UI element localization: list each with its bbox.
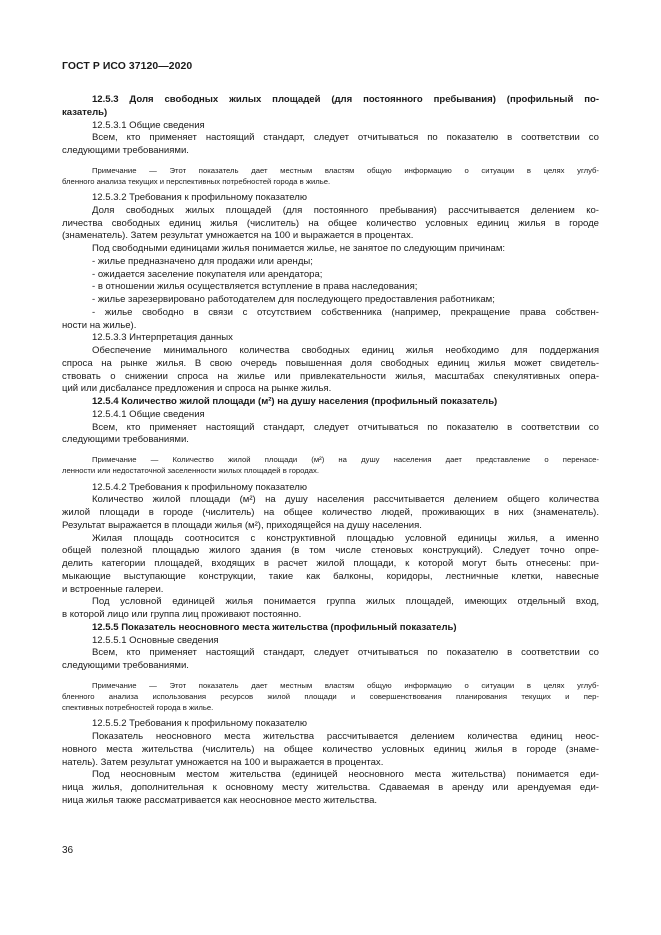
paragraph-line: (знаменатель). Затем результат умножается на 100 и выражается в процентах. bbox=[62, 230, 414, 242]
list-item: - жилье свободно в связи с отсутствием собственника (например, прекращение права собствен- bbox=[92, 306, 599, 318]
paragraph-line: натель). Затем результат умножается на 100 и выражается в процентах. bbox=[62, 756, 384, 768]
paragraph-line: Под неосновным местом жительства (единицей неосновного места жительства) понимается еди- bbox=[92, 769, 599, 781]
document-body bbox=[62, 94, 599, 808]
paragraph-line: Под свободными единицами жилья понимается жилье, не занятое по следующим причинам: bbox=[92, 243, 506, 255]
paragraph-line: общей полезной площадью жилого здания (в том числе стеновых конструкций). Следует точно опре- bbox=[62, 545, 599, 557]
subsection-title: 12.5.4.1 Общие сведения bbox=[92, 408, 205, 420]
paragraph-line: ница жилья, дополнительная к основному месту жительства. Сдаваемая в аренду или арендуемая еди- bbox=[62, 782, 599, 794]
paragraph-line: новного места жительства (числитель) на общее количество условных единиц жилья в городе (знаме- bbox=[62, 743, 599, 755]
paragraph-line: ствовать о снижении спроса на жилье или привлекательности жилья, масштабах спекулятивных опера- bbox=[62, 370, 599, 382]
paragraph-line: Всем, кто применяет настоящий стандарт, следует отчитываться по показателю в соответствии со bbox=[92, 132, 599, 144]
paragraph-line: Количество жилой площади (м²) на душу населения рассчитывается делением общего количества bbox=[92, 494, 599, 506]
list-item: - жилье предназначено для продажи или аренды; bbox=[92, 255, 313, 267]
paragraph-line: делить категории площадей, входящих в расчет жилой площади, к которой могут быть отнесены: при- bbox=[62, 558, 599, 570]
paragraph-line: Всем, кто применяет настоящий стандарт, следует отчитываться по показателю в соответствии со bbox=[92, 647, 599, 659]
paragraph-line: следующими требованиями. bbox=[62, 145, 189, 156]
note-line: Примечание — Этот показатель дает местным властям общую информацию о ситуации в целях углуб- bbox=[92, 165, 599, 175]
paragraph-line: личества свободных единиц жилья (числитель) на общее количество условных единиц жилья в городе bbox=[62, 217, 599, 229]
paragraph-line: Обеспечение минимального количества свободных единиц жилья необходимо для поддержания bbox=[92, 345, 599, 357]
note-line: Примечание — Этот показатель дает местным властям общую информацию о ситуации в целях углуб- bbox=[92, 680, 599, 690]
document-header: ГОСТ Р ИСО 37120—2020 bbox=[62, 61, 193, 72]
paragraph-line: ций или дисбалансе предложения и спроса на рынке жилья. bbox=[62, 383, 332, 395]
paragraph-line: Жилая площадь соотносится с конструктивной площадью условной единицы жилья, а именно bbox=[92, 532, 599, 544]
paragraph-line: ница жилья также рассматривается как неосновное место жительства. bbox=[62, 794, 378, 806]
section-heading: 12.5.3 Доля свободных жилых площадей (для постоянного пребывания) (профильный по- bbox=[92, 94, 599, 105]
paragraph-line: Под условной единицей жилья понимается группа жилых площадей, имеющих отдельный вход, bbox=[92, 596, 599, 608]
paragraph-line: в которой лицо или группа лиц проживают постоянно. bbox=[62, 609, 302, 621]
list-item-cont: ности на жилье). bbox=[62, 319, 137, 331]
paragraph-line: Доля свободных жилых площадей (для постоянного пребывания) рассчитывается делением ко- bbox=[92, 204, 599, 216]
paragraph-line: Результат выражается в площади жилья (м²), приходящейся на душу населения. bbox=[62, 519, 422, 531]
paragraph-line: следующими требованиями. bbox=[62, 660, 189, 672]
paragraph-line: и встроенные галереи. bbox=[62, 583, 164, 595]
paragraph-line: Всем, кто применяет настоящий стандарт, следует отчитываться по показателю в соответствии со bbox=[92, 421, 599, 433]
note-line: ленности или недостаточной заселенности жилых площадей в городах. bbox=[62, 466, 319, 476]
note-line: Примечание — Количество жилой площади (м²) на душу населения дает представление о перенасе- bbox=[92, 455, 599, 465]
subsection-title: 12.5.3.3 Интерпретация данных bbox=[92, 332, 233, 344]
note-line: бленного анализа текущих и перспективных потребностей города в жилье. bbox=[62, 176, 331, 186]
section-heading: 12.5.4 Количество жилой площади (м²) на душу населения (профильный показатель) bbox=[92, 396, 498, 408]
page-number: 36 bbox=[62, 845, 74, 856]
subsection-title: 12.5.3.2 Требования к профильному показателю bbox=[92, 192, 308, 204]
list-item: - ожидается заселение покупателя или арендатора; bbox=[92, 268, 323, 280]
subsection-title: 12.5.5.2 Требования к профильному показателю bbox=[92, 718, 308, 730]
list-item: - в отношении жилья осуществляется вступление в права наследования; bbox=[92, 281, 418, 293]
section-heading: 12.5.5 Показатель неосновного места жительства (профильный показатель) bbox=[92, 621, 457, 633]
note-line: бленного анализа использования ресурсов жилой площади и совершенствования планирования текущих и пер- bbox=[62, 691, 599, 701]
section-heading-cont: казатель) bbox=[62, 106, 108, 118]
paragraph-line: мыкающие выступающие конструкции, такие как балконы, коридоры, лестничные клетки, навесные bbox=[62, 570, 599, 582]
subsection-title: 12.5.4.2 Требования к профильному показателю bbox=[92, 481, 308, 493]
subsection-title: 12.5.3.1 Общие сведения bbox=[92, 119, 205, 131]
paragraph-line: спроса на рынке жилья. В свою очередь повышенная доля свободных единиц жилья может свидетель- bbox=[62, 357, 599, 369]
paragraph-line: следующими требованиями. bbox=[62, 434, 189, 446]
subsection-title: 12.5.5.1 Основные сведения bbox=[92, 634, 219, 646]
list-item: - жилье зарезервировано работодателем для последующего предоставления работникам; bbox=[92, 294, 495, 306]
paragraph-line: жилой площади в городе (числитель) на общее количество людей, проживающих в них (знаменатель). bbox=[62, 507, 599, 519]
note-line: спективных потребностей города в жилье. bbox=[62, 703, 214, 713]
paragraph-line: Показатель неосновного места жительства рассчитывается делением количества единиц неос- bbox=[92, 731, 599, 743]
